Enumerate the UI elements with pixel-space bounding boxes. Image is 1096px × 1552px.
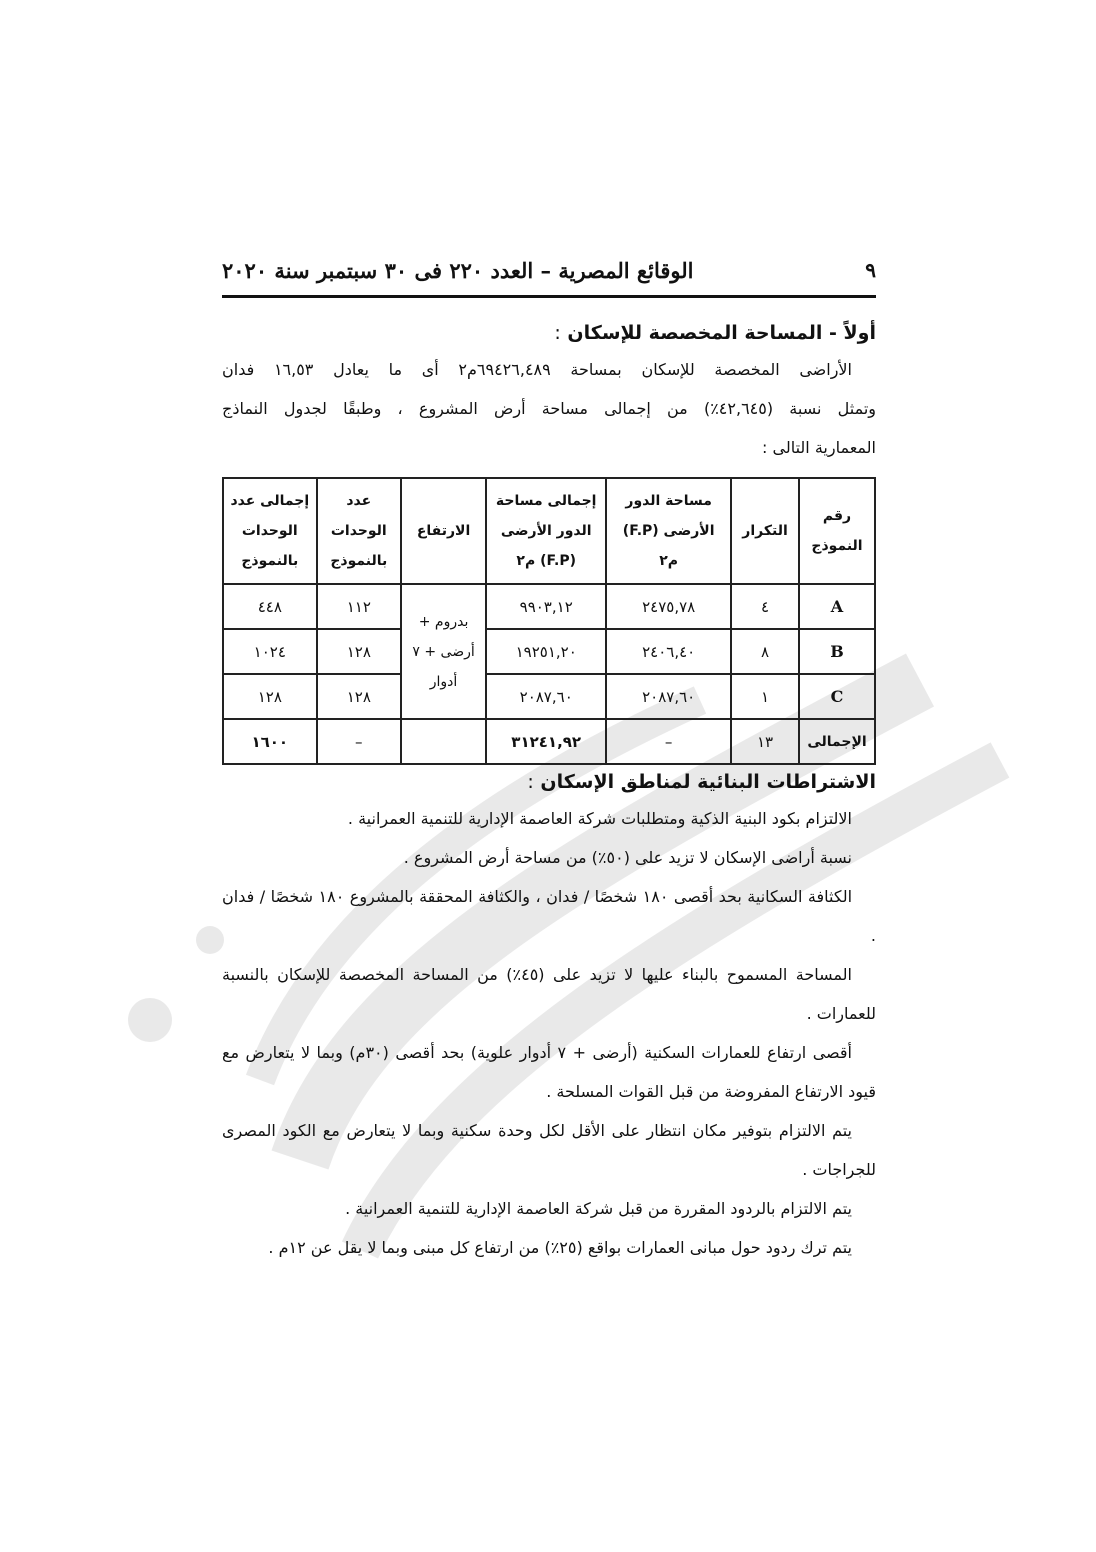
header-height: الارتفاع [401, 478, 486, 584]
cell-total-ground-area-dash: – [606, 719, 731, 764]
page-number: ٩ [865, 258, 876, 282]
cell-total-height [401, 719, 486, 764]
housing-paragraph-line-3: المعمارية التالى : [762, 438, 876, 457]
header-ground-area: مساحة الدور الأرضى (F.P) م٢ [606, 478, 731, 584]
cell-units: ١٢٨ [317, 674, 401, 719]
requirement-item: الالتزام بكود البنية الذكية ومتطلبات شركة العاصمة الإدارية للتنمية العمرانية . [347, 809, 852, 828]
section-housing-area-title [222, 322, 876, 344]
requirement-item: الكثافة السكانية بحد أقصى ١٨٠ شخصًا / فدان ، والكثافة المحققة بالمشروع ١٨٠ شخصًا / فدان . [222, 887, 876, 945]
housing-paragraph-line-2: وتمثل نسبة (٤٢,٦٤٥٪) من إجمالى مساحة أرض المشروع ، وطبقًا لجدول النماذج [222, 399, 877, 418]
section-title-colon: : [554, 322, 561, 344]
requirement-item: نسبة أراضى الإسكان لا تزيد على (٥٠٪) من مساحة أرض المشروع . [403, 848, 852, 867]
cell-ground-area: ٢٠٨٧,٦٠ [606, 674, 731, 719]
table-row [223, 584, 875, 629]
cell-total-ground-area-sum: ٣١٢٤١,٩٢ [486, 719, 606, 764]
housing-paragraph-line-1: الأراضى المخصصة للإسكان بمساحة ٦٩٤٢٦,٤٨٩م٢ أى ما يعادل ١٦,٥٣ فدان [222, 360, 853, 379]
cell-total-units-dash: – [317, 719, 401, 764]
cell-model: B [799, 629, 875, 674]
cell-total-ground-area: ٢٠٨٧,٦٠ [486, 674, 606, 719]
cell-total-units: ٤٤٨ [223, 584, 317, 629]
requirement-item: يتم الالتزام بالردود المقررة من قبل شركة العاصمة الإدارية للتنمية العمرانية . [345, 1199, 852, 1218]
gazette-title: الوقائع المصرية – العدد ٢٢٠ فى ٣٠ سبتمبر سنة ٢٠٢٠ [222, 257, 694, 283]
cell-repetition: ٤ [731, 584, 799, 629]
section-building-requirements-title [222, 771, 876, 793]
requirement-item: يتم الالتزام بتوفير مكان انتظار على الأقل لكل وحدة سكنية وبما لا يتعارض مع الكود المصرى للجراجات . [222, 1121, 876, 1179]
cell-units: ١٢٨ [317, 629, 401, 674]
cell-model: A [799, 584, 875, 629]
section-title-text: الاشتراطات البنائية لمناطق الإسكان [540, 771, 876, 793]
cell-total-label: الإجمالى [799, 719, 875, 764]
cell-units: ١١٢ [317, 584, 401, 629]
models-table [222, 477, 876, 765]
cell-ground-area: ٢٤٠٦,٤٠ [606, 629, 731, 674]
page-header [222, 252, 876, 288]
cell-total-units: ١٢٨ [223, 674, 317, 719]
section-title-colon: : [527, 771, 534, 793]
header-units-per-model: عدد الوحدات بالنموذج [317, 478, 401, 584]
page-content [222, 322, 876, 1267]
table-header-row [223, 478, 875, 584]
header-total-units: إجمالى عدد الوحدات بالنموذج [223, 478, 317, 584]
table-total-row [223, 719, 875, 764]
cell-total-units-sum: ١٦٠٠ [223, 719, 317, 764]
cell-model: C [799, 674, 875, 719]
header-total-ground-area: إجمالى مساحة الدور الأرضى (F.P) م٢ [486, 478, 606, 584]
cell-total-ground-area: ٩٩٠٣,١٢ [486, 584, 606, 629]
requirement-item: أقصى ارتفاع للعمارات السكنية (أرضى + ٧ أدوار علوية) بحد أقصى (٣٠م) وبما لا يتعارض مع قيود الارتفاع المفروضة من قبل القوات المسلحة . [222, 1043, 876, 1101]
header-repetition: التكرار [731, 478, 799, 584]
requirement-item: يتم ترك ردود حول مبانى العمارات بواقع (٢٥٪) من ارتفاع كل مبنى وبما لا يقل عن ١٢م . [268, 1238, 852, 1257]
header-model-no: رقم النموذج [799, 478, 875, 584]
cell-total-ground-area: ١٩٢٥١,٢٠ [486, 629, 606, 674]
header-rule [222, 295, 876, 298]
table-row [223, 629, 875, 674]
cell-height: بدروم + أرضى + ٧ أدوار [401, 584, 486, 719]
table-row [223, 674, 875, 719]
cell-repetition: ٨ [731, 629, 799, 674]
cell-repetition: ١ [731, 674, 799, 719]
cell-total-repetition: ١٣ [731, 719, 799, 764]
requirement-item: المساحة المسموح بالبناء عليها لا تزيد على (٤٥٪) من المساحة المخصصة للإسكان بالنسبة للعمارات . [222, 965, 876, 1023]
cell-total-units: ١٠٢٤ [223, 629, 317, 674]
section-title-text: أولاً - المساحة المخصصة للإسكان [567, 322, 876, 344]
cell-ground-area: ٢٤٧٥,٧٨ [606, 584, 731, 629]
